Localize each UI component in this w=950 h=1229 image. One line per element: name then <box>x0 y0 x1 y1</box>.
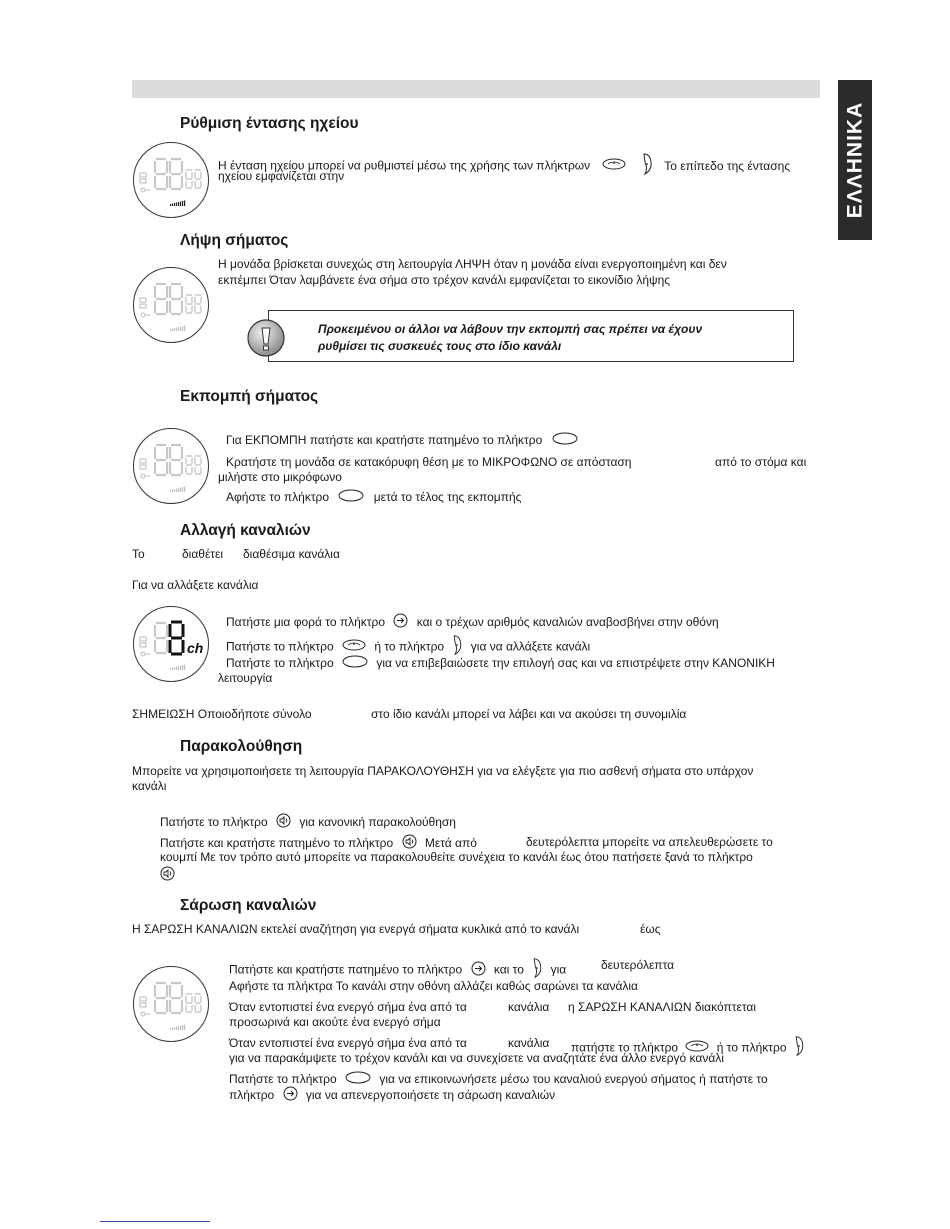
lcd-display-channel <box>133 606 209 682</box>
up-key-icon <box>793 1035 805 1062</box>
section-title-transmit: Εκπομπή σήματος <box>180 388 319 405</box>
section-title-volume: Ρύθμιση έντασης ηχείου <box>180 115 359 132</box>
lcd-display <box>133 966 209 1042</box>
lcd-display <box>133 267 209 343</box>
language-tab: ΕΛΛΗΝΙΚΑ <box>838 80 872 240</box>
section-title-monitor: Παρακολούθηση <box>180 738 303 755</box>
lcd-display <box>133 428 209 504</box>
warning-icon <box>246 318 286 358</box>
header-bar <box>132 80 820 98</box>
menu-key-icon <box>393 613 408 633</box>
down-key-icon <box>342 639 366 656</box>
note-text: Προκειμένου οι άλλοι να λάβουν την εκπομπή σας πρέπει να έχουν ρυθμίσει τις συσκευές τους στο ίδιο κανάλι <box>318 322 703 353</box>
volume-up-key-icon <box>641 152 653 181</box>
lcd-display <box>133 142 209 218</box>
ptt-key-icon <box>552 432 578 450</box>
section-title-channel: Αλλαγή καναλιών <box>180 522 311 539</box>
section-title-scan: Σάρωση καναλιών <box>180 897 317 914</box>
ptt-key-icon <box>342 655 368 673</box>
volume-down-key-icon <box>602 158 626 175</box>
lcd-ch-label: ch <box>187 640 204 656</box>
menu-key-icon <box>283 1086 298 1106</box>
section-title-receive: Λήψη σήματος <box>180 232 289 249</box>
ptt-key-icon <box>338 489 364 507</box>
footer-rule <box>100 1221 210 1222</box>
monitor-key-icon <box>276 813 291 833</box>
monitor-key-icon <box>160 866 175 886</box>
